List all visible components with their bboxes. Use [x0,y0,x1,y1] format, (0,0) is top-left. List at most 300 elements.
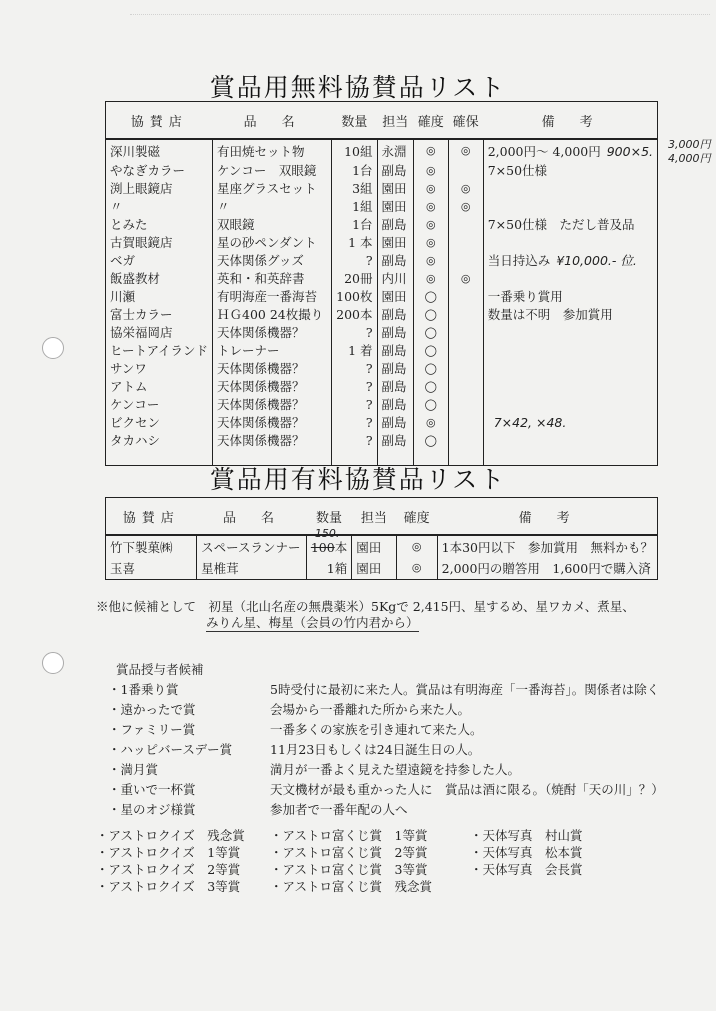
person-cell-text: 副島 [381,361,407,376]
confirmed-cell-text: ◯ [424,307,437,321]
table-row [106,251,658,269]
qty-cell [332,431,377,449]
qty-cell [306,527,351,557]
qty-cell [332,269,377,287]
header-person: 担当 [352,498,396,536]
confirmed-cell-text: ◯ [424,433,437,447]
award-description: 天文機材が最も重かった人に 賞品は酒に限る。（焼酎「天の川」？） [270,782,664,797]
secured-cell [448,197,483,215]
award-name: ・重いで一杯賞 [108,782,196,797]
qty-cell [332,413,377,431]
item-cell [213,179,332,197]
free-list-table [105,101,658,466]
secured-cell-text: ◎ [460,144,471,157]
confirmed-cell [413,161,448,179]
table-row [106,197,658,215]
remarks-cell [483,197,657,215]
secured-cell [448,359,483,377]
remarks-cell-text: 数量は不明 参加賞用 [487,307,613,322]
store-cell [106,341,213,359]
store-cell: 玉喜 [106,557,197,579]
remarks-cell-text: 一番乗り賞用 [487,289,563,304]
margin-note [668,138,711,166]
header-remarks: 備 考 [437,498,657,536]
person-cell-text: 副島 [381,343,407,358]
person-cell [377,341,413,359]
person-cell [377,251,413,269]
item-cell [213,215,332,233]
prize-item: ・天体写真 会長賞 [470,862,583,877]
confirmed-cell [413,139,448,161]
prize-item: ・アストロクイズ 残念賞 [96,828,245,843]
header-item: 品 名 [197,498,307,536]
margin-note-line: 3,000円 [668,138,711,151]
table-row [106,287,658,305]
confirmed-cell-text: ◎ [425,415,436,429]
confirmed-cell [413,377,448,395]
header-secured: 確保 [448,102,483,140]
table-row [106,269,658,287]
award-name: ・1番乗り賞 [108,682,179,697]
item-cell [213,305,332,323]
remarks-cell [483,233,657,251]
remarks-cell-text: 7×50仕様 [487,163,548,178]
item-cell-text: 有明海産一番海苔 [217,289,318,304]
item-cell-text: 天体関係機器？ [217,415,305,430]
qty-cell [332,287,377,305]
person-cell [377,287,413,305]
table-row [106,179,658,197]
secured-cell [448,431,483,449]
confirmed-cell: ◎ [396,557,437,579]
qty-cell-text: 1台 [352,163,373,178]
award-name: ・ハッピバースデー賞 [108,742,233,757]
prize-item: ・天体写真 松本賞 [470,845,583,860]
header-qty: 数量 [306,498,351,536]
header-qty: 数量 [332,102,377,140]
store-cell-text: アトム [110,379,148,394]
person-cell [377,269,413,287]
secured-cell-text: ◎ [460,199,471,213]
confirmed-cell: ◎ [396,535,437,557]
header-confirmed: 確度 [396,498,437,536]
person-cell-text: 園田 [381,181,407,196]
table-header [106,498,658,536]
header-person: 担当 [377,102,413,140]
award-item [108,680,664,700]
store-cell-text: 川瀬 [110,289,136,304]
confirmed-cell-text: ◎ [425,199,436,213]
award-name: ・星のオジ様賞 [108,802,196,817]
remarks-cell [483,251,657,269]
confirmed-cell [413,413,448,431]
person-cell-text: 副島 [381,325,407,340]
person-cell-text: 内川 [381,271,407,286]
confirmed-cell-text: ◯ [424,289,437,303]
prize-item: ・アストロ富くじ賞 1等賞 [270,828,428,843]
person-cell-text: 副島 [381,217,407,232]
store-cell-text: 富士カラー [110,307,173,322]
prize-item: ・アストロクイズ 1等賞 [96,845,241,860]
remarks-cell [483,305,657,323]
item-cell-text: 英和・和英辞書 [217,271,305,286]
handwritten-note: 900×5. [606,143,653,159]
person-cell-text: 副島 [381,163,407,178]
store-cell [106,251,213,269]
item-cell-text: ケンコー 双眼鏡 [217,163,317,178]
award-name: ・ファミリー賞 [108,722,196,737]
qty-cell [332,251,377,269]
person-cell-text: 副島 [381,397,407,412]
remarks-cell-text: 当日持込み [487,253,551,268]
store-cell [106,215,213,233]
qty-cell-text: ? [365,252,373,268]
remarks-cell [483,161,657,179]
handwritten-note: 7×42, ×48. [493,414,567,430]
person-cell-text: 永淵 [381,143,407,159]
item-cell [213,287,332,305]
table-row [106,431,658,449]
person-cell [377,179,413,197]
qty-cell [332,395,377,413]
table-row [106,377,658,395]
remarks-cell [483,341,657,359]
secured-cell [448,139,483,161]
qty-cell-text: ? [365,360,373,376]
confirmed-cell [413,179,448,197]
confirmed-cell-text: ◎ [425,163,436,177]
qty-cell-text: ? [365,324,373,340]
free-list-title: 賞品用無料協賛品リスト [209,73,507,102]
confirmed-cell-text: ◎ [425,217,436,231]
award-heading: 賞品授与者候補 [116,662,204,677]
person-cell [377,431,413,449]
qty-cell [332,161,377,179]
table-header [106,102,658,140]
qty-cell-text: 100枚 [336,289,373,304]
table-row [106,323,658,341]
secured-cell [448,377,483,395]
prize-item: ・アストロクイズ 2等賞 [96,862,241,877]
qty-cell-text: 1組 [352,199,373,214]
confirmed-cell-text: ◯ [424,343,437,357]
confirmed-cell-text: ◯ [424,379,437,393]
confirmed-cell [413,359,448,377]
table-row [106,161,658,179]
item-cell [213,233,332,251]
confirmed-cell [413,395,448,413]
award-description: 会場から一番離れた所から来た人。 [270,702,471,717]
quiz-column-2 [270,827,432,895]
prize-item: ・アストロ富くじ賞 2等賞 [270,845,428,860]
secured-cell [448,179,483,197]
qty-cell-text: 3組 [352,181,373,196]
qty-cell [332,215,377,233]
header-store: 協賛店 [106,498,197,536]
store-cell [106,359,213,377]
confirmed-cell-text: ◯ [424,397,437,411]
person-cell [377,215,413,233]
item-cell-text: 天体関係機器？ [217,433,305,448]
item-cell [213,395,332,413]
store-cell [106,287,213,305]
item-cell-text: トレーナー [217,343,280,358]
confirmed-cell [413,215,448,233]
secured-cell [448,251,483,269]
qty-cell: 1箱 [306,557,351,579]
remarks-cell [483,323,657,341]
prize-item: ・アストロ富くじ賞 3等賞 [270,862,428,877]
secured-cell [448,395,483,413]
person-cell-text: 副島 [381,307,407,322]
prize-item: ・天体写真 村山賞 [470,828,583,843]
item-cell-text: 〃 [217,199,230,214]
item-cell [213,359,332,377]
table-row [106,413,658,431]
confirmed-cell [413,323,448,341]
secured-cell [448,233,483,251]
award-name: ・満月賞 [108,762,159,777]
secured-cell [448,323,483,341]
qty-cell [332,139,377,161]
store-cell-text: 深川製磁 [110,143,161,159]
item-cell [213,161,332,179]
person-cell: 園田 [352,557,396,579]
remarks-cell-text: 2,000円～ 4,000円 [487,143,601,159]
remarks-cell [483,139,657,161]
table-row [106,215,658,233]
table-row [106,233,658,251]
person-cell-text: 園田 [381,289,407,304]
store-cell-text: ケンコー [110,397,160,412]
store-cell [106,161,213,179]
confirmed-cell-text: ◎ [425,144,436,157]
store-cell-text: やなぎカラー [110,163,186,178]
confirmed-cell-text: ◎ [425,181,436,195]
award-description: 参加者で一番年配の人へ [270,802,408,817]
qty-cell-text: ? [365,414,373,430]
remarks-cell [483,431,657,449]
item-cell-text: 双眼鏡 [217,217,255,232]
person-cell [377,413,413,431]
item-cell-text: 天体関係機器？ [217,325,305,340]
remarks-cell [483,215,657,233]
store-cell [106,197,213,215]
award-name: ・遠かったで賞 [108,702,196,717]
item-cell: 星椎茸 [197,557,307,579]
prize-item: ・アストロクイズ 3等賞 [96,879,241,894]
confirmed-cell-text: ◯ [424,361,437,375]
store-cell-text: 古賀眼鏡店 [110,235,173,250]
table-row [106,557,658,579]
confirmed-cell-text: ◯ [424,325,437,339]
quiz-column-3 [470,827,583,878]
store-cell-text: ベガ [110,253,136,268]
person-cell-text: 園田 [381,235,407,250]
margin-note-line: 4,000円 [668,152,711,165]
qty-cell [332,305,377,323]
store-cell [106,431,213,449]
person-cell [377,139,413,161]
confirmed-cell [413,269,448,287]
person-cell-text: 副島 [381,415,407,430]
award-item [108,740,664,760]
person-cell-text: 副島 [381,253,407,268]
qty-handwritten: 150. [314,527,340,540]
person-cell [377,197,413,215]
secured-cell [448,215,483,233]
award-item [108,720,664,740]
item-cell-text: 天体関係グッズ [217,253,304,268]
award-description: 一番多くの家族を引き連れて来た人。 [270,722,483,737]
store-cell-text: サンワ [110,361,147,376]
qty-cell-text: 20冊 [344,271,373,286]
confirmed-cell-text: ◎ [425,253,436,267]
qty-cell [332,359,377,377]
table-row [106,395,658,413]
award-list [108,680,664,820]
award-item [108,800,664,820]
qty-cell [332,377,377,395]
item-cell [213,197,332,215]
person-cell-text: 副島 [381,379,407,394]
table-row [106,139,658,161]
confirmed-cell [413,431,448,449]
confirmed-cell [413,233,448,251]
paid-list-table [105,497,658,580]
item-cell [213,251,332,269]
person-cell [377,395,413,413]
person-cell: 園田 [352,535,396,557]
item-cell-text: 有田焼セット物 [217,143,305,159]
qty-cell [332,179,377,197]
header-remarks: 備 考 [483,102,657,140]
header-item: 品 名 [213,102,332,140]
handwritten-note: ¥10,000.- 位. [556,253,637,268]
quiz-column-1 [96,827,245,895]
person-cell [377,377,413,395]
remarks-cell [483,395,657,413]
secured-cell [448,161,483,179]
award-candidates [108,660,664,820]
store-cell-text: ビクセン [110,415,161,430]
remarks-cell-text: 7×50仕様 ただし普及品 [487,217,635,232]
award-item [108,700,664,720]
store-cell [106,233,213,251]
remarks-cell: 1本30円以下 参加賞用 無料かも？ [441,539,653,555]
remarks-cell [483,359,657,377]
person-cell [377,359,413,377]
header-confirmed: 確度 [413,102,448,140]
paid-list-title: 賞品用有料協賛品リスト [209,465,507,494]
person-cell-text: 副島 [381,433,407,448]
secured-cell-text: ◎ [460,181,471,195]
table-row [106,535,658,557]
store-cell-text: ヒートアイランド [110,343,209,358]
secured-cell [448,341,483,359]
remarks-cell [483,179,657,197]
remarks-cell [483,377,657,395]
award-description: 満月が一番よく見えた望遠鏡を持参した人。 [270,762,521,777]
prize-item: ・アストロ富くじ賞 残念賞 [270,879,433,894]
award-description: 11月23日もしくは24日誕生日の人。 [270,742,481,757]
store-cell-text: 協栄福岡店 [110,325,173,340]
store-cell: 竹下製菓㈱ [106,535,197,557]
punch-hole [42,337,64,359]
qty-cell [332,341,377,359]
table-row [106,359,658,377]
qty-cell [332,197,377,215]
store-cell [106,377,213,395]
table-row [106,305,658,323]
secured-cell [448,305,483,323]
item-cell-text: 天体関係機器？ [217,397,305,412]
item-cell-text: 天体関係機器？ [217,379,305,394]
remarks-cell: 2,000円の贈答用 1,600円で購入済 [441,560,651,576]
bleed-through-text [130,0,710,15]
store-cell [106,269,213,287]
qty-cell-text: ? [365,432,373,448]
remarks-cell [483,413,657,431]
confirmed-cell [413,197,448,215]
qty-cell-text: 1 着 [348,343,373,358]
confirmed-cell [413,341,448,359]
person-cell [377,305,413,323]
secured-cell [448,413,483,431]
item-cell-text: 天体関係機器？ [217,361,305,376]
item-cell-text: ＨＧ400 24枚撮り [217,307,324,322]
secured-cell [448,269,483,287]
person-cell-text: 園田 [381,199,407,214]
confirmed-cell-text: ◎ [425,235,436,249]
punch-hole [42,652,64,674]
item-cell [213,323,332,341]
store-cell [106,179,213,197]
confirmed-cell [413,287,448,305]
qty-unit: 本 [334,539,348,555]
qty-cell-text: 1台 [352,217,373,232]
confirmed-cell [413,305,448,323]
item-cell [213,413,332,431]
confirmed-cell [413,251,448,269]
confirmed-cell-text: ◎ [425,271,436,285]
store-cell [106,323,213,341]
other-candidates-line2: みりん星、梅星（会員の竹内君から） [206,615,419,630]
secured-cell [448,287,483,305]
person-cell [377,323,413,341]
header-store: 協賛店 [106,102,213,140]
remarks-cell [483,287,657,305]
store-cell [106,305,213,323]
secured-cell-text: ◎ [460,271,471,285]
item-cell [213,377,332,395]
qty-cell [332,233,377,251]
qty-cell-text: 1 本 [348,235,373,250]
store-cell-text: 〃 [110,199,123,214]
qty-cell [332,323,377,341]
item-cell [213,431,332,449]
award-item [108,760,664,780]
store-cell [106,395,213,413]
remarks-cell [483,269,657,287]
item-cell-text: 星座グラスセット [217,181,317,196]
item-cell [213,341,332,359]
qty-cell-text: 10組 [344,143,373,159]
item-cell: スペースランナー [197,535,307,557]
store-cell-text: 飯盛教材 [110,271,161,286]
store-cell [106,413,213,431]
store-cell-text: 渕上眼鏡店 [110,181,173,196]
